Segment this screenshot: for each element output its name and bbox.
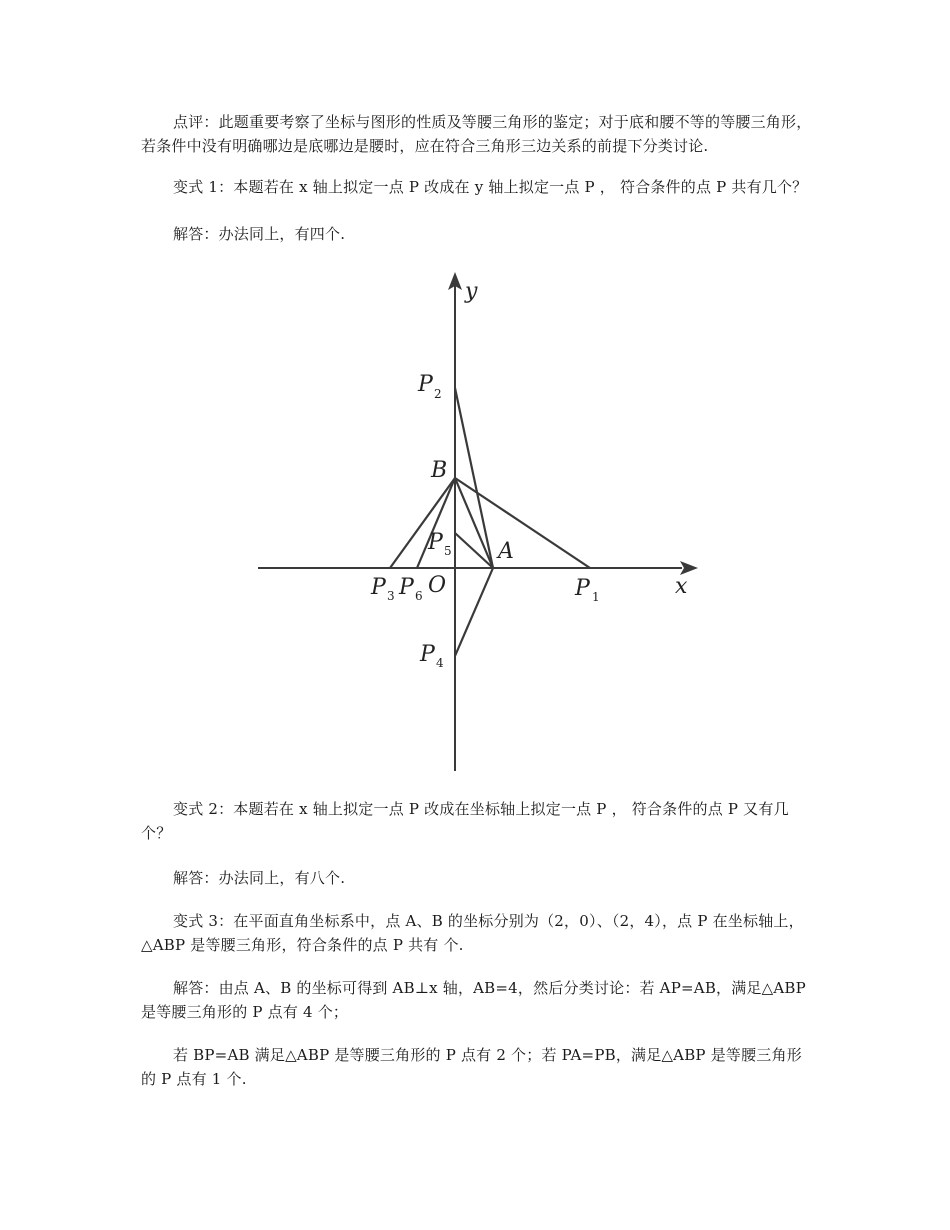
coordinate-figure: [250, 268, 700, 778]
variant-3-paragraph: 变式 3：在平面直角坐标系中，点 A、B 的坐标分别为（2，0）、（2，4），点 P 在坐标轴上，△ABP 是等腰三角形，符合条件的点 P 共有 个.: [141, 912, 804, 954]
segment-a-p2: [455, 388, 493, 568]
p6-subscript: 6: [415, 589, 423, 603]
p1-label: P: [575, 576, 590, 601]
p5-subscript: 5: [444, 544, 452, 558]
comment-paragraph: 点评：此题重要考察了坐标与图形的性质及等腰三角形的鉴定；对于底和腰不等的等腰三角形，若条件中没有明确哪边是底哪边是腰时，应在符合三角形三边关系的前提下分类讨论.: [141, 113, 812, 155]
p2-label: P: [418, 372, 433, 397]
p2-subscript: 2: [434, 387, 442, 401]
p3-subscript: 3: [387, 589, 395, 603]
segment-b-p1: [455, 478, 590, 568]
answer-2-paragraph: 解答：办法同上，有八个.: [173, 869, 346, 887]
p3-label: P: [371, 575, 386, 600]
variant-1-paragraph: 变式 1：本题若在 x 轴上拟定一点 P 改成在 y 轴上拟定一点 P ， 符合条件的点 P 共有几个？: [173, 178, 808, 196]
p6-label: P: [399, 575, 414, 600]
x-axis-label: x: [675, 574, 688, 599]
p5-label: P: [428, 530, 443, 555]
p4-label: P: [420, 642, 435, 667]
p4-subscript: 4: [436, 656, 444, 670]
point-b-label: B: [431, 458, 448, 483]
variant-2-paragraph: 变式 2：本题若在 x 轴上拟定一点 P 改成在坐标轴上拟定一点 P ， 符合条件的点 P 又有几个？: [141, 800, 789, 842]
answer-1-paragraph: 解答：办法同上，有四个.: [173, 225, 346, 243]
segment-a-p4: [455, 568, 493, 656]
y-axis-label: y: [465, 279, 478, 304]
answer-3-paragraph: 解答：由点 A、B 的坐标可得到 AB⊥x 轴，AB=4，然后分类讨论：若 AP=AB，满足△ABP 是等腰三角形的 P 点有 4 个；: [141, 979, 806, 1021]
coordinate-diagram: [250, 268, 700, 778]
x-axis-arrow: [680, 561, 698, 575]
p1-subscript: 1: [592, 590, 600, 604]
point-a-label: A: [498, 539, 514, 564]
answer-3-continued-paragraph: 若 BP=AB 满足△ABP 是等腰三角形的 P 点有 2 个；若 PA=PB，满足△ABP 是等腰三角形的 P 点有 1 个.: [141, 1046, 802, 1088]
origin-label: O: [428, 573, 447, 598]
